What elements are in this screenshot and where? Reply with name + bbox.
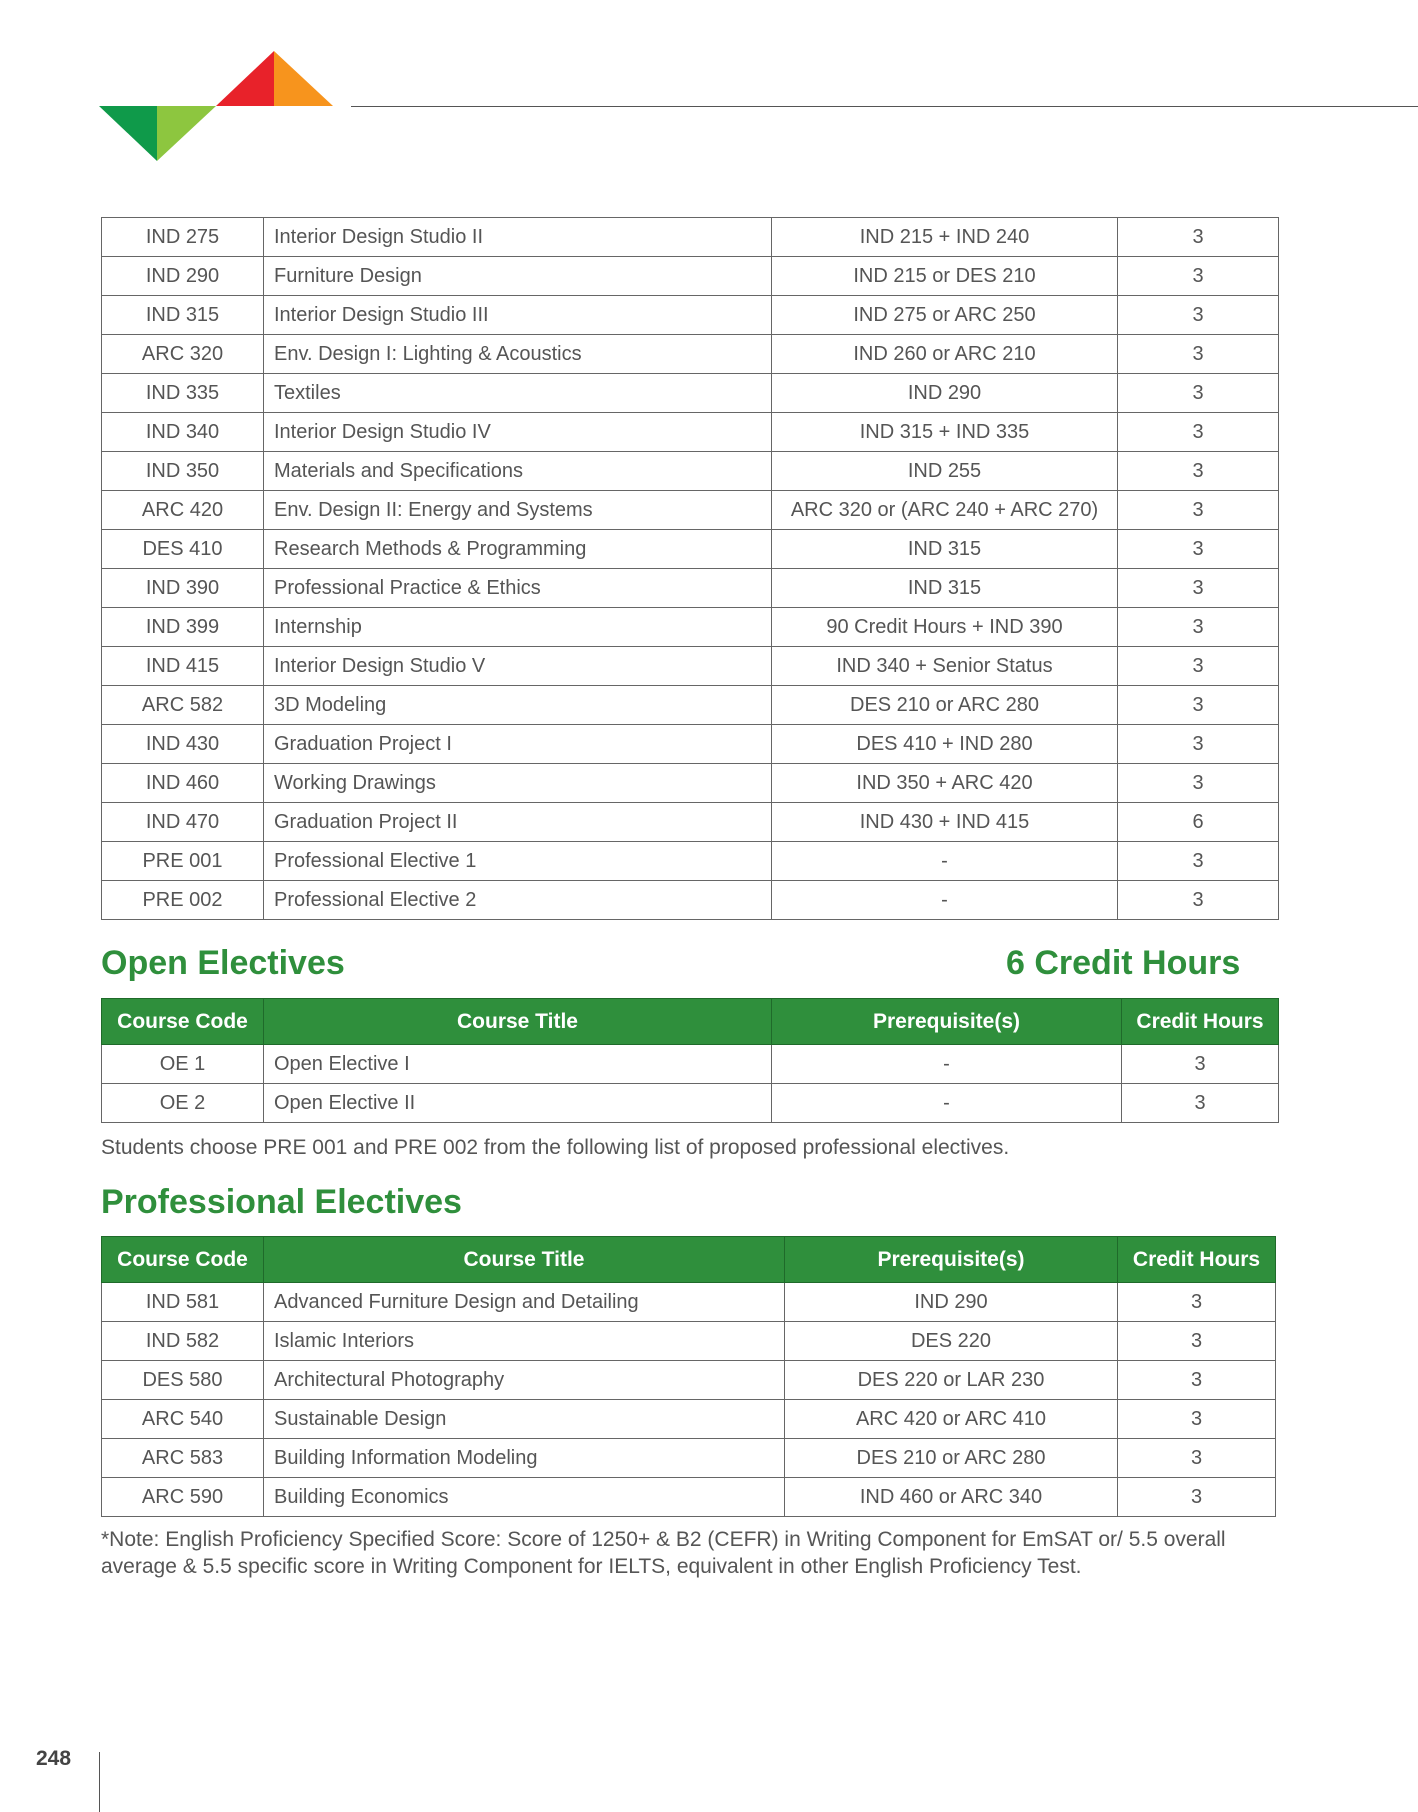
professional-electives-heading: Professional Electives: [101, 1183, 462, 1221]
table-header-row: [102, 999, 1279, 1045]
credit-hours-cell: 3: [1118, 413, 1279, 452]
credit-hours-cell: 3: [1118, 881, 1279, 920]
prerequisite-cell: IND 315 + IND 335: [772, 413, 1118, 452]
english-proficiency-footnote: *Note: English Proficiency Specified Score: Score of 1250+ & B2 (CEFR) in Writing Component for EmSAT or/ 5.5 overall average & 5.5 specific score in Writing Component for IELTS, equivalent in other English Proficiency Test.: [101, 1528, 1226, 1578]
credit-hours-cell: 3: [1118, 608, 1279, 647]
course-code-cell: ARC 320: [102, 335, 264, 374]
prerequisite-cell: DES 220 or LAR 230: [785, 1361, 1118, 1400]
credit-hours-cell: 3: [1118, 491, 1279, 530]
table-row: [102, 530, 1279, 569]
prerequisite-cell: IND 215 or DES 210: [772, 257, 1118, 296]
course-code-cell: IND 275: [102, 218, 264, 257]
header-credit-hours: Credit Hours: [1122, 999, 1279, 1045]
course-code-cell: IND 335: [102, 374, 264, 413]
course-title-cell: Graduation Project II: [264, 803, 772, 842]
credit-hours-cell: 3: [1122, 1045, 1279, 1084]
course-title-cell: Research Methods & Programming: [264, 530, 772, 569]
table-row: [102, 1439, 1276, 1478]
course-title-cell: Sustainable Design: [264, 1400, 785, 1439]
table-row: [102, 686, 1279, 725]
table-row: [102, 335, 1279, 374]
course-code-cell: IND 290: [102, 257, 264, 296]
prerequisite-cell: -: [772, 1045, 1122, 1084]
course-title-cell: Professional Elective 2: [264, 881, 772, 920]
prerequisite-cell: -: [772, 842, 1118, 881]
course-title-cell: Interior Design Studio IV: [264, 413, 772, 452]
course-code-cell: IND 470: [102, 803, 264, 842]
table-row: [102, 218, 1279, 257]
prerequisite-cell: ARC 420 or ARC 410: [785, 1400, 1118, 1439]
credit-hours-cell: 3: [1118, 374, 1279, 413]
course-code-cell: ARC 540: [102, 1400, 264, 1439]
credit-hours-cell: 3: [1118, 296, 1279, 335]
course-title-cell: Internship: [264, 608, 772, 647]
credit-hours-cell: 3: [1118, 530, 1279, 569]
credit-hours-cell: 3: [1118, 1322, 1276, 1361]
header-course-title: Course Title: [264, 999, 772, 1045]
prerequisite-cell: DES 220: [785, 1322, 1118, 1361]
course-title-cell: Advanced Furniture Design and Detailing: [264, 1283, 785, 1322]
course-code-cell: PRE 002: [102, 881, 264, 920]
prerequisite-cell: DES 410 + IND 280: [772, 725, 1118, 764]
table-row: [102, 1400, 1276, 1439]
table-row: [102, 491, 1279, 530]
logo-orange-triangle: [274, 51, 333, 106]
course-title-cell: Furniture Design: [264, 257, 772, 296]
prerequisite-cell: IND 215 + IND 240: [772, 218, 1118, 257]
course-title-cell: Env. Design I: Lighting & Acoustics: [264, 335, 772, 374]
course-title-cell: Interior Design Studio II: [264, 218, 772, 257]
open-electives-body: [102, 1045, 1279, 1123]
course-code-cell: ARC 582: [102, 686, 264, 725]
table-row: [102, 647, 1279, 686]
header-course-title: Course Title: [264, 1237, 785, 1283]
credit-hours-cell: 3: [1118, 1439, 1276, 1478]
header-course-code: Course Code: [102, 1237, 264, 1283]
course-code-cell: DES 580: [102, 1361, 264, 1400]
course-code-cell: IND 315: [102, 296, 264, 335]
course-code-cell: IND 390: [102, 569, 264, 608]
prerequisite-cell: -: [772, 881, 1118, 920]
course-code-cell: IND 430: [102, 725, 264, 764]
prerequisite-cell: IND 315: [772, 569, 1118, 608]
open-electives-table: [101, 998, 1279, 1123]
header-rule: [351, 106, 1418, 107]
header-prerequisites: Prerequisite(s): [772, 999, 1122, 1045]
credit-hours-cell: 3: [1118, 218, 1279, 257]
table-row: [102, 1322, 1276, 1361]
course-code-cell: ARC 583: [102, 1439, 264, 1478]
table-row: [102, 452, 1279, 491]
table-row: [102, 1084, 1279, 1123]
prerequisite-cell: IND 315: [772, 530, 1118, 569]
table-row: [102, 725, 1279, 764]
prerequisite-cell: IND 460 or ARC 340: [785, 1478, 1118, 1517]
course-title-cell: Env. Design II: Energy and Systems: [264, 491, 772, 530]
credit-hours-cell: 3: [1118, 1361, 1276, 1400]
course-code-cell: IND 415: [102, 647, 264, 686]
prerequisite-cell: IND 260 or ARC 210: [772, 335, 1118, 374]
course-title-cell: Textiles: [264, 374, 772, 413]
prerequisite-cell: ARC 320 or (ARC 240 + ARC 270): [772, 491, 1118, 530]
course-title-cell: Open Elective I: [264, 1045, 772, 1084]
header-course-code: Course Code: [102, 999, 264, 1045]
table-header-row: [102, 1237, 1276, 1283]
credit-hours-cell: 3: [1118, 842, 1279, 881]
prerequisite-cell: 90 Credit Hours + IND 390: [772, 608, 1118, 647]
credit-hours-cell: 3: [1118, 335, 1279, 374]
logo-triangles: [0, 0, 340, 170]
course-title-cell: Professional Practice & Ethics: [264, 569, 772, 608]
course-code-cell: ARC 420: [102, 491, 264, 530]
course-code-cell: ARC 590: [102, 1478, 264, 1517]
credit-hours-cell: 3: [1122, 1084, 1279, 1123]
table-row: [102, 296, 1279, 335]
professional-electives-body: [102, 1283, 1276, 1517]
table-row: [102, 764, 1279, 803]
core-courses-table: [101, 217, 1279, 920]
credit-hours-cell: 3: [1118, 452, 1279, 491]
open-electives-heading: Open Electives: [101, 944, 345, 982]
course-title-cell: Working Drawings: [264, 764, 772, 803]
credit-hours-cell: 3: [1118, 725, 1279, 764]
prerequisite-cell: IND 340 + Senior Status: [772, 647, 1118, 686]
course-title-cell: Islamic Interiors: [264, 1322, 785, 1361]
logo-light-green-triangle: [157, 106, 216, 161]
credit-hours-cell: 3: [1118, 647, 1279, 686]
table-row: [102, 1361, 1276, 1400]
page-number: 248: [36, 1747, 72, 1770]
credit-hours-cell: 3: [1118, 1283, 1276, 1322]
credit-hours-cell: 3: [1118, 1400, 1276, 1439]
header-prerequisites: Prerequisite(s): [785, 1237, 1118, 1283]
course-code-cell: PRE 001: [102, 842, 264, 881]
prerequisite-cell: IND 350 + ARC 420: [772, 764, 1118, 803]
prerequisite-cell: DES 210 or ARC 280: [772, 686, 1118, 725]
open-electives-credit-hours: 6 Credit Hours: [1006, 944, 1241, 982]
elective-selection-note: Students choose PRE 001 and PRE 002 from the following list of proposed professional electives.: [101, 1136, 1010, 1159]
logo-red-triangle: [216, 51, 274, 106]
table-row: [102, 569, 1279, 608]
logo-dark-green-triangle: [99, 106, 157, 161]
credit-hours-cell: 3: [1118, 764, 1279, 803]
course-title-cell: Interior Design Studio V: [264, 647, 772, 686]
course-code-cell: OE 1: [102, 1045, 264, 1084]
prerequisite-cell: IND 290: [785, 1283, 1118, 1322]
table-row: [102, 1283, 1276, 1322]
course-title-cell: Building Information Modeling: [264, 1439, 785, 1478]
course-code-cell: IND 582: [102, 1322, 264, 1361]
course-title-cell: Interior Design Studio III: [264, 296, 772, 335]
table-row: [102, 374, 1279, 413]
prerequisite-cell: IND 255: [772, 452, 1118, 491]
course-code-cell: IND 350: [102, 452, 264, 491]
prerequisite-cell: IND 275 or ARC 250: [772, 296, 1118, 335]
table-row: [102, 413, 1279, 452]
table-row: [102, 1045, 1279, 1084]
credit-hours-cell: 3: [1118, 1478, 1276, 1517]
table-row: [102, 1478, 1276, 1517]
page-number-rule: [99, 1752, 100, 1812]
credit-hours-cell: 3: [1118, 569, 1279, 608]
course-title-cell: Materials and Specifications: [264, 452, 772, 491]
credit-hours-cell: 6: [1118, 803, 1279, 842]
course-title-cell: Building Economics: [264, 1478, 785, 1517]
table-row: [102, 803, 1279, 842]
course-code-cell: IND 340: [102, 413, 264, 452]
course-code-cell: IND 460: [102, 764, 264, 803]
table-row: [102, 881, 1279, 920]
course-title-cell: Professional Elective 1: [264, 842, 772, 881]
course-code-cell: DES 410: [102, 530, 264, 569]
prerequisite-cell: -: [772, 1084, 1122, 1123]
table-row: [102, 608, 1279, 647]
course-title-cell: Open Elective II: [264, 1084, 772, 1123]
prerequisite-cell: IND 430 + IND 415: [772, 803, 1118, 842]
course-code-cell: IND 399: [102, 608, 264, 647]
prerequisite-cell: IND 290: [772, 374, 1118, 413]
credit-hours-cell: 3: [1118, 686, 1279, 725]
credit-hours-cell: 3: [1118, 257, 1279, 296]
prerequisite-cell: DES 210 or ARC 280: [785, 1439, 1118, 1478]
course-title-cell: Architectural Photography: [264, 1361, 785, 1400]
course-code-cell: IND 581: [102, 1283, 264, 1322]
table-row: [102, 257, 1279, 296]
course-title-cell: 3D Modeling: [264, 686, 772, 725]
professional-electives-table: [101, 1236, 1276, 1517]
header-credit-hours: Credit Hours: [1118, 1237, 1276, 1283]
course-title-cell: Graduation Project I: [264, 725, 772, 764]
course-code-cell: OE 2: [102, 1084, 264, 1123]
core-courses-body: [102, 218, 1279, 920]
table-row: [102, 842, 1279, 881]
